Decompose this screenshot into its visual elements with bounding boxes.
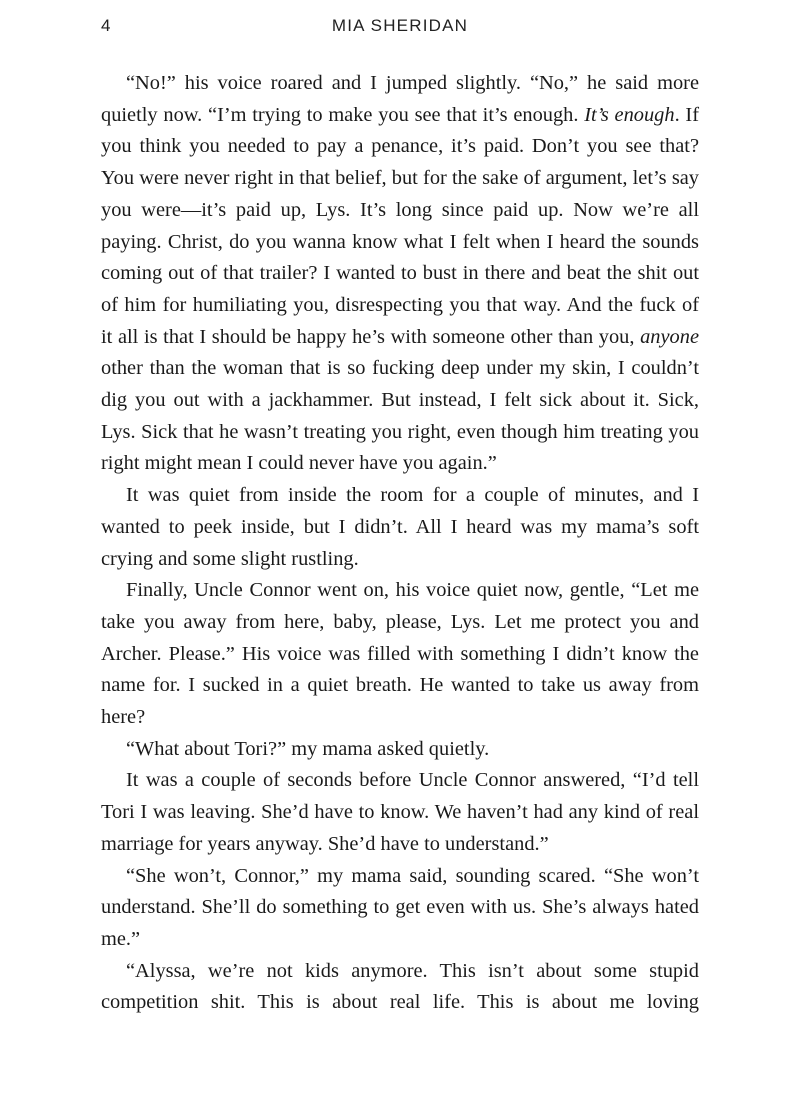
paragraph-1-emphasis-2: anyone [640,325,699,348]
paragraph-1 [101,68,699,480]
page-number: 4 [101,16,112,35]
running-head [101,10,699,40]
paragraph-1-part-2: . If you think you needed to pay a penance, it’s paid. Don’t you see that? You were never right in that belief, but for the sake of argument, let’s say you were—it’s paid up, Lys. It’s long since paid up. Now we’re all paying. Christ, do you wanna know what I felt when I heard the sounds coming out of that trailer? I wanted to bust in there and beat the shit out of him for humiliating you, disrespecting you that way. And the fuck of it all is that I should be happy he’s with someone other than you, [101,103,699,348]
paragraph-2: It was quiet from inside the room for a couple of minutes, and I wanted to peek inside, but I didn’t. All I heard was my mama’s soft crying and some slight rustling. [101,484,699,570]
paragraph-1-part-3: other than the woman that is so fucking deep under my skin, I couldn’t dig you out with a jackhammer. But instead, I felt sick about it. Sick, Lys. Sick that he wasn’t treating you right, even though him treating you right might mean I could never have you again.” [101,357,699,475]
paragraph-1-part-1: “No!” his voice roared and I jumped slightly. “No,” he said more quietly now. “I’m trying to make you see that it’s enough. [101,72,699,126]
paragraph-4: “What about Tori?” my mama asked quietly. [126,737,490,760]
paragraph-6: “She won’t, Connor,” my mama said, sounding scared. “She won’t understand. She’ll do something to get even with us. She’s always hated me.” [101,864,699,950]
paragraph-5: It was a couple of seconds before Uncle Connor answered, “I’d tell Tori I was leaving. She’d have to know. We haven’t had any kind of real marriage for years anyway. She’d have to understand.” [101,769,699,855]
paragraph-7: “Alyssa, we’re not kids anymore. This isn’t about some stupid competition shit. This is about real life. This is about me loving [101,959,699,1014]
paragraph-3: Finally, Uncle Connor went on, his voice quiet now, gentle, “Let me take you away from here, baby, please, Lys. Let me protect you and Archer. Please.” His voice was filled with something I didn’t know the name for. I sucked in a quiet breath. He wanted to take us away from here? [101,579,699,729]
body-text [101,68,699,1019]
paragraph-1-emphasis-1: It’s enough [584,103,675,126]
author-name: MIA SHERIDAN [331,16,469,35]
